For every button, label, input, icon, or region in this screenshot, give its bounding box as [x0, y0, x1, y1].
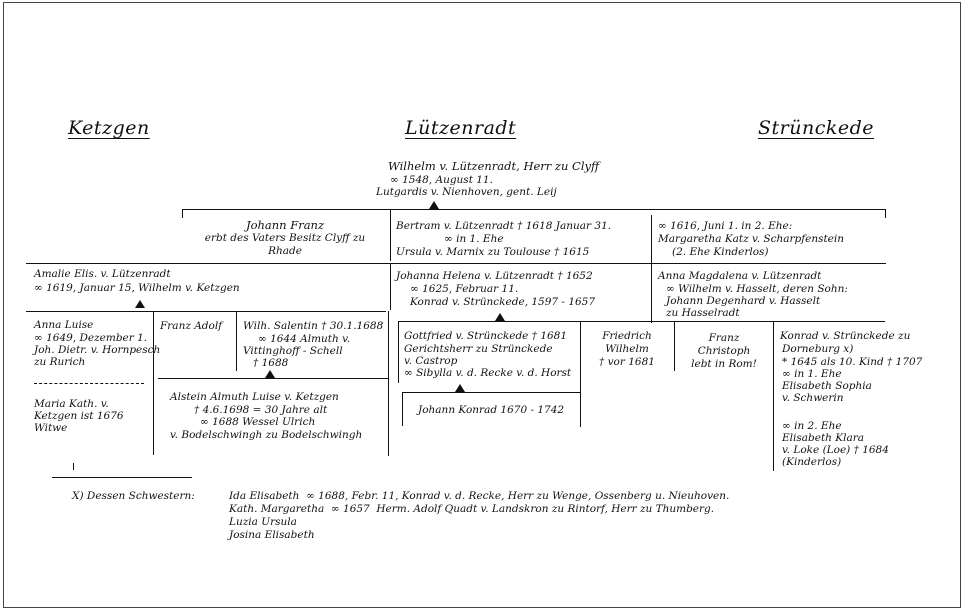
footnote-prefix: X) Dessen Schwestern: — [72, 490, 195, 502]
anna-magdalena-line-1: Anna Magdalena v. Lützenradt — [658, 270, 822, 282]
footnote-tick — [73, 463, 74, 470]
struenckede-separator-3 — [773, 321, 774, 471]
root-line-3: Lutgardis v. Nienhoven, gent. Leij — [376, 186, 557, 198]
alstein-line — [158, 378, 388, 379]
maria-kath-line-2: Ketzgen ist 1676 — [34, 410, 124, 422]
konrad-line-10: (Kinderlos) — [782, 456, 842, 468]
gottfried-line-4: ∞ Sibylla v. d. Recke v. d. Horst — [404, 367, 572, 379]
footnote-rule — [52, 477, 192, 478]
anna-magdalena-line-2: ∞ Wilhelm v. Hasselt, deren Sohn: — [666, 283, 848, 295]
heading-struenckede: Strünckede — [758, 117, 875, 139]
root-marker — [429, 201, 439, 209]
bertram-line-3: Ursula v. Marnix zu Toulouse † 1615 — [396, 246, 590, 258]
friedrich-line-2: Wilhelm — [605, 343, 649, 355]
johanna-marker — [495, 313, 505, 321]
johann-konrad-left — [402, 392, 403, 426]
alstein-line-3: ∞ 1688 Wessel Ulrich — [200, 416, 316, 428]
ketzgen-children-line — [26, 311, 386, 312]
anna-luise-line-4: zu Rurich — [34, 356, 86, 368]
amalie-line-1: Amalie Elis. v. Lützenradt — [34, 268, 171, 280]
bertram2-line-3: (2. Ehe Kinderlos) — [672, 246, 769, 258]
gen1-drop-left — [182, 209, 183, 218]
anna-magdalena-line-4: zu Hasselradt — [666, 307, 740, 319]
gottfried-marker — [455, 384, 465, 392]
franz-adolf: Franz Adolf — [160, 320, 223, 332]
friedrich-line-3: † vor 1681 — [599, 356, 655, 368]
konrad-line-3: * 1645 als 10. Kind † 1707 — [782, 356, 923, 368]
alstein-line-1: Alstein Almuth Luise v. Ketzgen — [170, 391, 339, 403]
struenckede-left-edge — [398, 321, 399, 383]
wilh-salentin-line-1: Wilh. Salentin † 30.1.1688 — [243, 320, 384, 332]
johann-line-3: Rhade — [268, 245, 302, 257]
johanna-line-3: Konrad v. Strünckede, 1597 - 1657 — [410, 296, 596, 308]
konrad-line-7: ∞ in 2. Ehe — [782, 420, 842, 432]
maria-kath-line-1: Maria Kath. v. — [34, 398, 109, 410]
gen2-line — [26, 263, 886, 264]
footnote-line-3: Luzia Ursula — [229, 516, 297, 528]
ketzgen-separator-1 — [153, 311, 154, 455]
johanna-line-1: Johanna Helena v. Lützenradt † 1652 — [396, 270, 593, 282]
gen2-separator-1 — [390, 263, 391, 310]
anna-magdalena-line-3: Johann Degenhard v. Hasselt — [666, 295, 821, 307]
johanna-line-2: ∞ 1625, Februar 11. — [410, 283, 519, 295]
struenckede-separator-2 — [674, 321, 675, 371]
heading-ketzgen: Ketzgen — [68, 117, 150, 139]
konrad-line-4: ∞ in 1. Ehe — [782, 368, 842, 380]
gen2-separator-2 — [651, 263, 652, 323]
struenckede-children-line — [398, 321, 885, 322]
root-line-1: Wilhelm v. Lützenradt, Herr zu Clyff — [388, 159, 600, 173]
ketzgen-separator-2 — [236, 311, 237, 371]
johann-line-2: erbt des Vaters Besitz Clyff zu — [204, 232, 366, 244]
wilh-salentin-marker — [265, 370, 275, 378]
root-line-2: ∞ 1548, August 11. — [390, 174, 493, 186]
franz-christoph-line-1: Franz — [708, 332, 740, 344]
gottfried-line-3: v. Castrop — [404, 355, 458, 367]
wilh-salentin-line-2: ∞ 1644 Almuth v. — [258, 333, 351, 345]
bertram2-line-1: ∞ 1616, Juni 1. in 2. Ehe: — [658, 220, 793, 232]
ketzgen-dashed-divider — [34, 383, 144, 384]
franz-christoph-line-3: lebt in Rom! — [691, 358, 757, 370]
gen1-drop-mid — [390, 209, 391, 261]
bertram-line-2: ∞ in 1. Ehe — [444, 233, 504, 245]
amalie-line-2: ∞ 1619, Januar 15, Wilhelm v. Ketzgen — [34, 282, 240, 294]
wilh-salentin-line-4: † 1688 — [253, 357, 289, 369]
struenckede-separator-1 — [580, 321, 581, 427]
anna-luise-line-2: ∞ 1649, Dezember 1. — [34, 332, 148, 344]
anna-luise-line-1: Anna Luise — [34, 319, 94, 331]
bertram2-line-2: Margaretha Katz v. Scharpfenstein — [658, 233, 845, 245]
maria-kath-line-3: Witwe — [34, 422, 68, 434]
alstein-line-4: v. Bodelschwingh zu Bodelschwingh — [170, 429, 363, 441]
footnote-line-2: Kath. Margaretha ∞ 1657 Herm. Adolf Quadt v. Landskron zu Rintorf, Herr zu Thumberg. — [229, 503, 715, 515]
konrad-line-1: Konrad v. Strünckede zu — [780, 330, 911, 342]
konrad-line-5: Elisabeth Sophia — [782, 380, 872, 392]
johann-line-1: Johann Franz — [245, 218, 325, 232]
heading-luetzenradt: Lützenradt — [405, 117, 517, 139]
alstein-line-2: † 4.6.1698 = 30 Jahre alt — [194, 404, 328, 416]
konrad-line-6: v. Schwerin — [782, 392, 844, 404]
konrad-line-8: Elisabeth Klara — [782, 432, 865, 444]
footnote-line-4: Josina Elisabeth — [229, 529, 315, 541]
gen1-separator — [651, 215, 652, 264]
johann-konrad-line — [402, 392, 580, 393]
johann-konrad: Johann Konrad 1670 - 1742 — [418, 404, 565, 416]
wilh-salentin-line-3: Vittinghoff - Schell — [243, 345, 343, 357]
gen1-drop-right — [885, 209, 886, 218]
franz-christoph-line-2: Christoph — [697, 345, 751, 357]
gen1-line — [182, 209, 885, 210]
gottfried-line-1: Gottfried v. Strünckede † 1681 — [404, 330, 568, 342]
konrad-line-2: Dorneburg x) — [782, 343, 854, 355]
konrad-line-9: v. Loke (Loe) † 1684 — [782, 444, 889, 456]
friedrich-line-1: Friedrich — [602, 330, 652, 342]
footnote-line-1: Ida Elisabeth ∞ 1688, Febr. 11, Konrad v. d. Recke, Herr zu Wenge, Ossenberg u. Nieuhoven. — [229, 490, 730, 502]
alstein-right-edge — [388, 311, 389, 456]
amalie-marker — [135, 300, 145, 308]
bertram-line-1: Bertram v. Lützenradt † 1618 Januar 31. — [396, 220, 612, 232]
gottfried-line-2: Gerichtsherr zu Strünckede — [404, 343, 553, 355]
anna-luise-line-3: Joh. Dietr. v. Hornpesch — [34, 344, 161, 356]
